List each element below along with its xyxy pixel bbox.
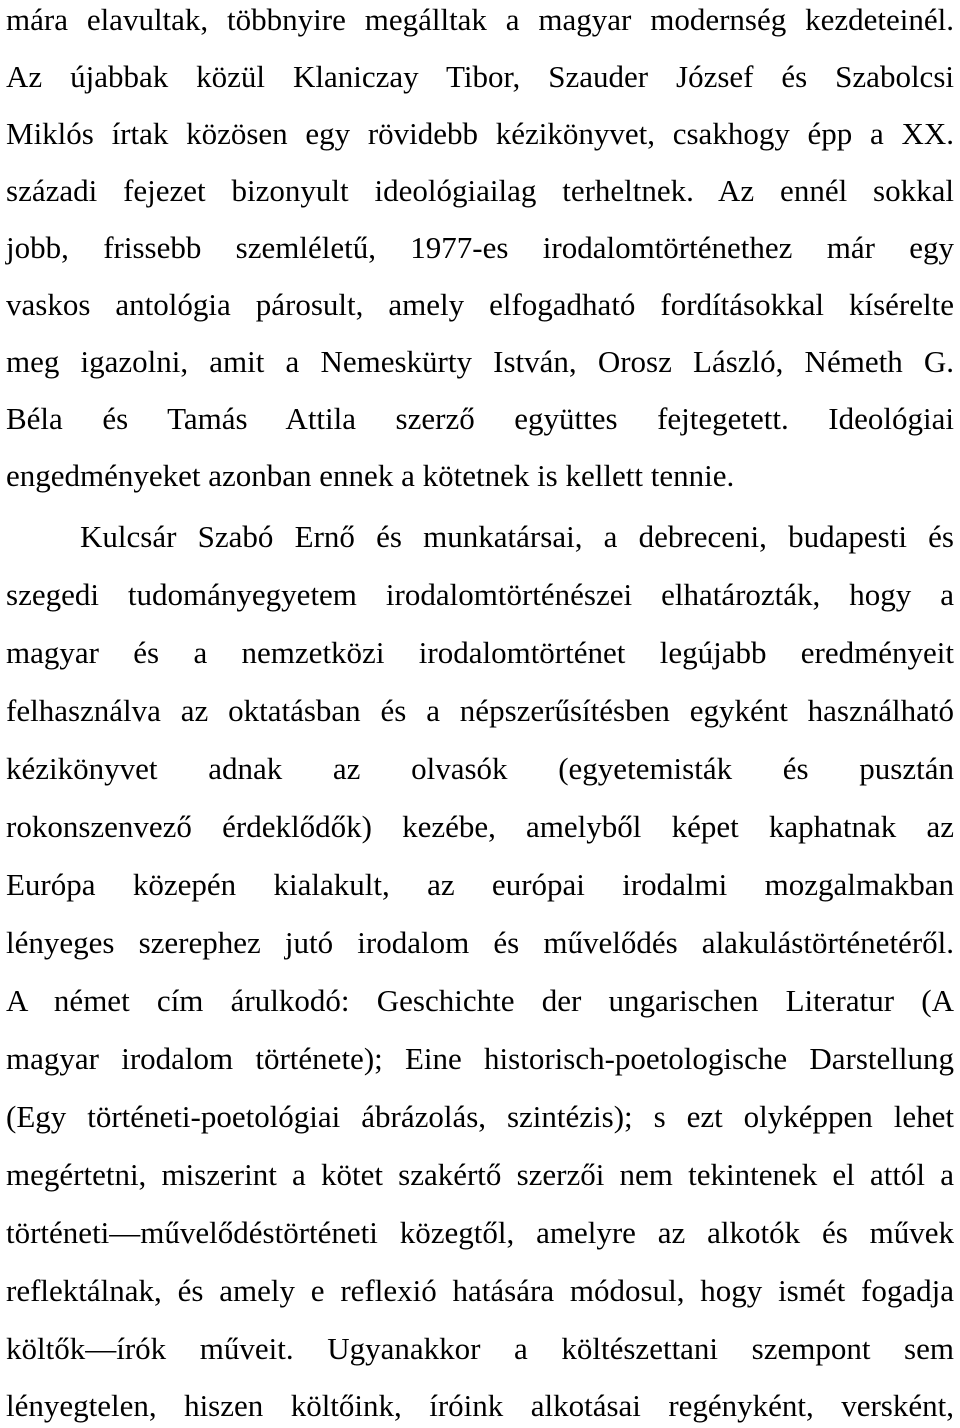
paragraph-1-line-8: Béla és Tamás Attila szerző együttes fejtegetett. Ideológiai: [6, 401, 954, 436]
paragraph-2-line-14: reflektálnak, és amely e reflexió hatására módosul, hogy ismét fogadja: [6, 1273, 954, 1308]
paragraph-1-line-6: vaskos antológia párosult, amely elfogadható fordításokkal kísérelte: [6, 287, 954, 322]
paragraph-2-line-1: Kulcsár Szabó Ernő és munkatársai, a debreceni, budapesti és: [80, 519, 954, 554]
paragraph-2-line-4: felhasználva az oktatásban és a népszerűsítésben egyként használható: [6, 693, 954, 728]
paragraph-1-line-3: Miklós írtak közösen egy rövidebb kézikönyvet, csakhogy épp a XX.: [6, 116, 954, 151]
paragraph-2-line-16: lényegtelen, hiszen költőink, íróink alkotásai regényként, versként,: [6, 1388, 954, 1423]
paragraph-1-line-5: jobb, frissebb szemléletű, 1977-es irodalomtörténethez már egy: [6, 230, 954, 265]
paragraph-2-line-2: szegedi tudományegyetem irodalomtörténészei elhatározták, hogy a: [6, 577, 954, 612]
paragraph-2-line-9: A német cím árulkodó: Geschichte der ungarischen Literatur (A: [6, 983, 954, 1018]
paragraph-2-line-6: rokonszenvező érdeklődők) kezébe, amelyből képet kaphatnak az: [6, 809, 954, 844]
paragraph-2-line-7: Európa közepén kialakult, az európai irodalmi mozgalmakban: [6, 867, 954, 902]
paragraph-1-line-4: századi fejezet bizonyult ideológiailag terheltnek. Az ennél sokkal: [6, 173, 954, 208]
paragraph-1-line-1: mára elavultak, többnyire megálltak a magyar modernség kezdeteinél.: [6, 2, 954, 37]
paragraph-2-line-10: magyar irodalom története); Eine historisch-poetologische Darstellung: [6, 1041, 954, 1076]
paragraph-2-line-8: lényeges szerephez jutó irodalom és művelődés alakulástörténetéről.: [6, 925, 954, 960]
paragraph-1-line-7: meg igazolni, amit a Nemeskürty István, Orosz László, Németh G.: [6, 344, 954, 379]
paragraph-2-line-15: költők—írók műveit. Ugyanakkor a költészettani szempont sem: [6, 1331, 954, 1366]
paragraph-2-line-12: megértetni, miszerint a kötet szakértő szerzői nem tekintenek el attól a: [6, 1157, 954, 1192]
paragraph-2-line-3: magyar és a nemzetközi irodalomtörténet legújabb eredményeit: [6, 635, 954, 670]
paragraph-1-line-9: engedményeket azonban ennek a kötetnek is kellett tennie.: [6, 458, 735, 493]
paragraph-1-line-2: Az újabbak közül Klaniczay Tibor, Szauder József és Szabolcsi: [6, 59, 954, 94]
paragraph-2-line-13: történeti—művelődéstörténeti közegtől, amelyre az alkotók és művek: [6, 1215, 954, 1250]
paragraph-2-line-11: (Egy történeti-poetológiai ábrázolás, szintézis); s ezt olyképpen lehet: [6, 1099, 954, 1134]
paragraph-2-line-5: kézikönyvet adnak az olvasók (egyetemisták és pusztán: [6, 751, 954, 786]
